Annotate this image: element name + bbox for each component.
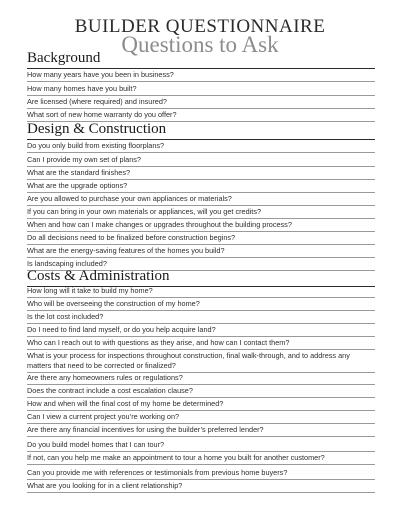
question-item: If you can bring in your own materials or appliances, will you get credits? bbox=[27, 207, 375, 219]
question-item: Are licensed (where required) and insured? bbox=[27, 97, 375, 109]
question-item: If not, can you help me make an appointment to tour a home you built for another customer? bbox=[27, 453, 375, 465]
page-title: BUILDER QUESTIONNAIRE bbox=[74, 16, 326, 37]
question-item: How many homes have you built? bbox=[27, 84, 375, 96]
question-item: Is the lot cost included? bbox=[27, 312, 375, 324]
question-item: How many years have you been in business? bbox=[27, 70, 375, 82]
question-item: What sort of new home warranty do you offer? bbox=[27, 110, 375, 122]
question-item: Does the contract include a cost escalation clause? bbox=[27, 386, 375, 398]
question-item: What is your process for inspections throughout construction, final walk-through, and to address any matters that need to be corrected or finalized? bbox=[27, 351, 375, 373]
question-item: What are the upgrade options? bbox=[27, 181, 375, 193]
section-heading-costs-administration: Costs & Administration bbox=[27, 268, 375, 287]
question-item: Do all decisions need to be finalized before construction begins? bbox=[27, 233, 375, 245]
question-item: How long will it take to build my home? bbox=[27, 286, 375, 298]
question-item: Can you provide me with references or testimonials from previous home buyers? bbox=[27, 468, 375, 480]
question-item: Do you build model homes that I can tour? bbox=[27, 440, 375, 452]
section-heading-background: Background bbox=[27, 50, 375, 69]
question-item: Do you only build from existing floorplans? bbox=[27, 141, 375, 153]
question-item: When and how can I make changes or upgrades throughout the building process? bbox=[27, 220, 375, 232]
question-item: What are you looking for in a client relationship? bbox=[27, 481, 375, 493]
question-item: Who can I reach out to with questions as they arise, and how can I contact them? bbox=[27, 338, 375, 350]
question-item: Can I provide my own set of plans? bbox=[27, 155, 375, 167]
question-item: What are the energy-saving features of the homes you build? bbox=[27, 246, 375, 258]
question-item: What are the standard finishes? bbox=[27, 168, 375, 180]
question-item: Do I need to find land myself, or do you help acquire land? bbox=[27, 325, 375, 337]
page-subtitle: Questions to Ask bbox=[121, 32, 279, 57]
question-item: Who will be overseeing the construction of my home? bbox=[27, 299, 375, 311]
question-item: Are there any homeowners rules or regulations? bbox=[27, 373, 375, 385]
question-item: Can I view a current project you’re working on? bbox=[27, 412, 375, 424]
question-item: Are there any financial incentives for using the builder’s preferred lender? bbox=[27, 425, 375, 437]
question-item: Is landscaping included? bbox=[27, 259, 375, 271]
question-item: How and when will the final cost of my home be determined? bbox=[27, 399, 375, 411]
question-item: Are you allowed to purchase your own appliances or materials? bbox=[27, 194, 375, 206]
section-heading-design-construction: Design & Construction bbox=[27, 121, 375, 140]
